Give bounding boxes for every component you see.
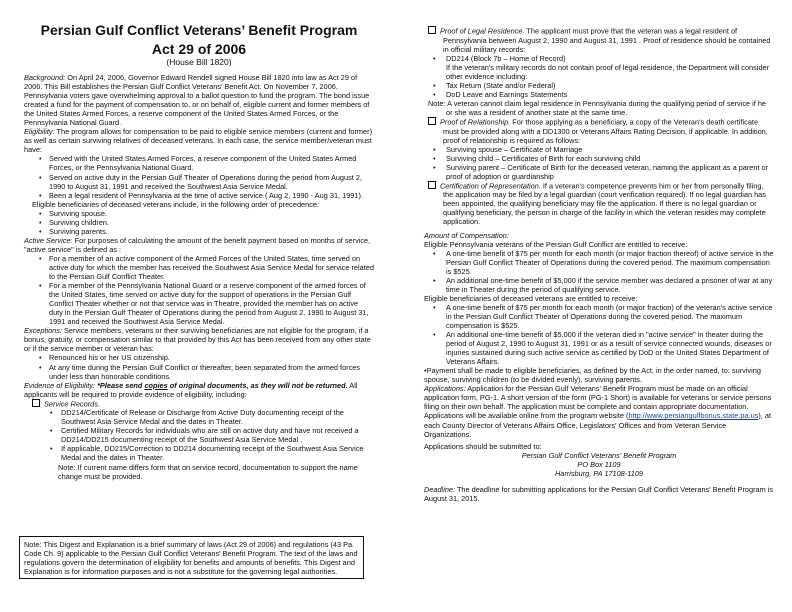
- background-paragraph: Background: On April 24, 2006, Governor Edward Rendell signed House Bill 1820 into law as Act 29 of 2006. This Bill establishes the Persian Gulf Conflict Veterans’ Benefit Act. On November 7, 2006, Pennsylvania voters gave overwhelming approval to a ballot question to fund the program. The bond issue created a fund for the payment of compensation to, or on behalf of, eligible current and former members of the United States Armed Forces, a reserve component of the United States Armed Forces, or the Pennsylvania National Guard.: [24, 73, 370, 128]
- checkbox-icon: [428, 26, 436, 34]
- list-item: • Surviving child – Certificates of Birth for each surviving child: [424, 154, 774, 163]
- list-item: • A one-time benefit of $75 per month for each month (or major fraction) of the veteran's active service in the Persian Gulf Conflict Theater of Operations during the covered period. The maximum compensation is $525.: [424, 303, 774, 330]
- list-item: • Surviving children.: [24, 218, 374, 227]
- service-records-heading: Service Records.: [24, 399, 374, 409]
- beneficiary-compensation-intro: Eligible beneficiaries of deceased veterans are entitled to receive:: [424, 293, 638, 303]
- list-item: • Served with the United States Armed Forces, a reserve component of the United States Armed Forces, or the Pennsylvania National Guard.: [24, 154, 374, 172]
- deadline-paragraph: Deadline: The deadline for submitting applications for the Persian Gulf Conflict Veterans' Benefit Program is August 31, 2015.: [424, 484, 774, 503]
- active-service-paragraph: Active Service: For purposes of calculating the amount of the benefit payment based on months of service, "active service" is defined as :: [24, 235, 371, 254]
- list-item: • Tax Return (State and/or Federal): [424, 81, 774, 90]
- list-item: • If applicable, DD215/Correction to DD214 documenting receipt of the Southwest Asia Service Medal and the dates in Theater.: [24, 444, 374, 462]
- residence-paragraph: Proof of Legal Residence. The applicant must prove that the veteran was a legal resident of Pennsylvania between August 2, 1990 and August 31, 1991 . Proof of residence should be contained in official military records:: [424, 26, 774, 54]
- residence-followup: If the veteran's military records do not contain proof of legal residence, the Department will consider other evidence including:: [446, 62, 770, 81]
- address-line-1: Persian Gulf Conflict Veterans' Benefit Program: [521, 450, 677, 460]
- list-item: • Been a legal resident of Pennsylvania at the time of active service ( Aug 2, 1990 - Aug 31, 1991).: [24, 191, 374, 200]
- document-title: Persian Gulf Conflict Veterans’ Benefit Program: [40, 22, 358, 38]
- residence-note: Note: A veteran cannot claim legal residence in Pennsylvania during the qualifying period of service if he or she was a resident of another state at the same time.: [428, 98, 767, 117]
- list-item: • Certified Military Records for individuals who are still on active duty and have not received a DD214/DD215 documenting receipt of the Southwest Asia Service Medal .: [24, 426, 374, 444]
- list-item: • Surviving parent – Certificate of Birth for the deceased veteran, naming the applicant as a parent or proof of adoption or guardianship: [424, 163, 774, 181]
- eligibility-list: [24, 154, 374, 199]
- list-item: • DoD Leave and Earnings Statements: [424, 90, 774, 99]
- compensation-heading: Amount of Compensation:: [424, 230, 509, 240]
- list-item: • Renounced his or her US citizenship.: [24, 353, 374, 362]
- right-body: [424, 26, 774, 503]
- eligibility-paragraph: Eligibility: The program allows for compensation to be paid to eligible service members (current and former) as well as certain surviving relatives of deceased veterans. In each case, the service member/veteran must have:: [24, 127, 373, 155]
- exceptions-paragraph: Exceptions: Service members, veterans or their surviving beneficiaries are not eligible for the program, if a bonus, gratuity, or compensation similar to that provided by this Act has been received from any other state or if the service member or veteran has:: [24, 326, 371, 354]
- beneficiary-compensation-list: [424, 303, 774, 366]
- evidence-paragraph: Evidence of Eligibility: *Please send copies of original documents, as they will not be returned. All applicants will be required to provide evidence of eligibility, including:: [24, 380, 358, 399]
- disclaimer-text: Note: This Digest and Explanation is a brief summary of laws (Act 29 of 2006) and regulations (43 Pa. Code Ch. 9) applicable to the Persian Gulf Conflict Veterans' Benefit Program. The text of the laws and regulations govern the determination of eligibility for benefits and amounts of benefits. This Digest and Explanation is for information purposes and is not a substitute for the governing legal authorities.: [24, 540, 358, 577]
- program-website-link[interactable]: http://www.persiangulfbonus.state.pa.us: [628, 411, 759, 421]
- list-item: • A one-time benefit of $75 per month for each month (or major fraction thereof) of active service in the Persian Gulf Conflict Theater of Operations during the covered period. The maximum compensation is $525.: [424, 249, 774, 276]
- list-item: • DD214/Certificate of Release or Discharge from Active Duty documenting receipt of the Southwest Asia Service Medal and the dates in Theater.: [24, 408, 374, 426]
- list-item: • For a member of the Pennsylvania National Guard or a reserve component of the armed forces of the United States, time served on active duty for the support of operations in the Persian Gulf Conflict Theater whether or not that service was in Theatre, provided the member has on active duty in the Persian Gulf Theater of Operations during the period from August 2, 1990 to August 31, 1991 and received the Southwest Asia Service Medal.: [24, 281, 374, 326]
- address-line-3: Harrisburg, PA 17108-1109: [554, 468, 644, 478]
- checkbox-icon: [428, 181, 436, 189]
- representation-paragraph: Certification of Representation. If a veteran's competence prevents him or her from personally filing, the application may be filed by a legal guardian (court verification required). If no legal guardian has been appointed, the qualifying beneficiary may file the application. If there is no legal guardian or qualifying beneficiary, the person in charge of the facility in which the veteran resides may complete application.: [424, 181, 774, 227]
- house-bill-label: (House Bill 1820): [166, 57, 232, 67]
- list-item: • At any time during the Persian Gulf Conflict or thereafter, been separated from the armed forces under less than honorable conditions.: [24, 363, 374, 381]
- list-item: • Surviving spouse.: [24, 209, 374, 218]
- applications-paragraph: Applications: Application for the Persian Gulf Veterans' Benefit Program must be made on an official application form, PG-1. A short version of the form (PG-1 Short) is available for veterans or service persons filing on their own behalf. The application must be complete and contain appropriate documentation. Applications will be available online from the program website (http://www.persiangulfbonus.state.pa.us), at each County Director of Veterans Affairs Office, Legislators' Offices and from Veteran Service Organizations.: [424, 384, 772, 439]
- residence-evidence-list: [424, 81, 774, 99]
- compensation-intro: Eligible Pennsylvania veterans of the Persian Gulf Conflict are entitled to receive:: [424, 239, 688, 249]
- relationship-paragraph: Proof of Relationship. For those applying as a beneficiary, a copy of the Veteran's death certificate must be provided along with a DD1300 or Veterans Affairs Rating Decision, if applicable. In addition, proof of relationship is required as follows:: [424, 117, 774, 145]
- left-body: [24, 73, 374, 481]
- list-item: • Surviving parents.: [24, 227, 374, 236]
- submit-intro: Applications should be submitted to:: [424, 441, 542, 451]
- payment-note: •Payment shall be made to eligible beneficiaries, as defined by the Act, in the order named, to: surviving spouse, surviving children (to be divided evenly), surviving parents.: [424, 366, 761, 385]
- relationship-list: [424, 145, 774, 181]
- exceptions-list: [24, 353, 374, 380]
- service-records-note: Note: If current name differs form that on service record, documentation to support the name change must be provided.: [58, 462, 358, 481]
- checkbox-icon: [428, 117, 436, 125]
- address-line-2: PO Box 1109: [577, 459, 621, 469]
- list-item: • For a member of an active component of the Armed Forces of the United States, time served on active duty for which the member has received the Southwest Asia Service Medal for service related to the Persian Gulf Conflict Theater.: [24, 254, 374, 281]
- list-item: • Surviving spouse – Certificate of Marriage: [424, 145, 774, 154]
- beneficiaries-list: [24, 209, 374, 236]
- checkbox-icon: [32, 399, 40, 407]
- residence-list: [424, 54, 774, 63]
- disclaimer-box: [19, 536, 364, 579]
- list-item: • DD214 (Block 7b – Home of Record): [424, 54, 774, 63]
- document-subtitle: Act 29 of 2006: [151, 41, 247, 57]
- active-service-list: [24, 254, 374, 326]
- list-item: • An additional one-time benefit of $5,000 if the service member was declared a prisoner of war at any time in Theater during the period of qualifying service.: [424, 276, 774, 294]
- list-item: • An additional one-time benefit of $5,000 if the veteran died in "active service" in theater during the period of August 2, 1990 to August 31, 1991 or as a result of service connected wounds, diseases or injuries sustained during such active service as certified by DoD or the United States Department of Veterans Affairs.: [424, 330, 774, 366]
- beneficiaries-intro: Eligible beneficiaries of deceased veterans include, in the following order of precedence:: [32, 199, 319, 209]
- service-records-list: [24, 408, 374, 462]
- list-item: • Served on active duty in the Persian Gulf Theater of Operations during the period from August 2, 1990 to August 31, 1991 and received the Southwest Asia Service Medal.: [24, 173, 374, 191]
- compensation-list: [424, 249, 774, 294]
